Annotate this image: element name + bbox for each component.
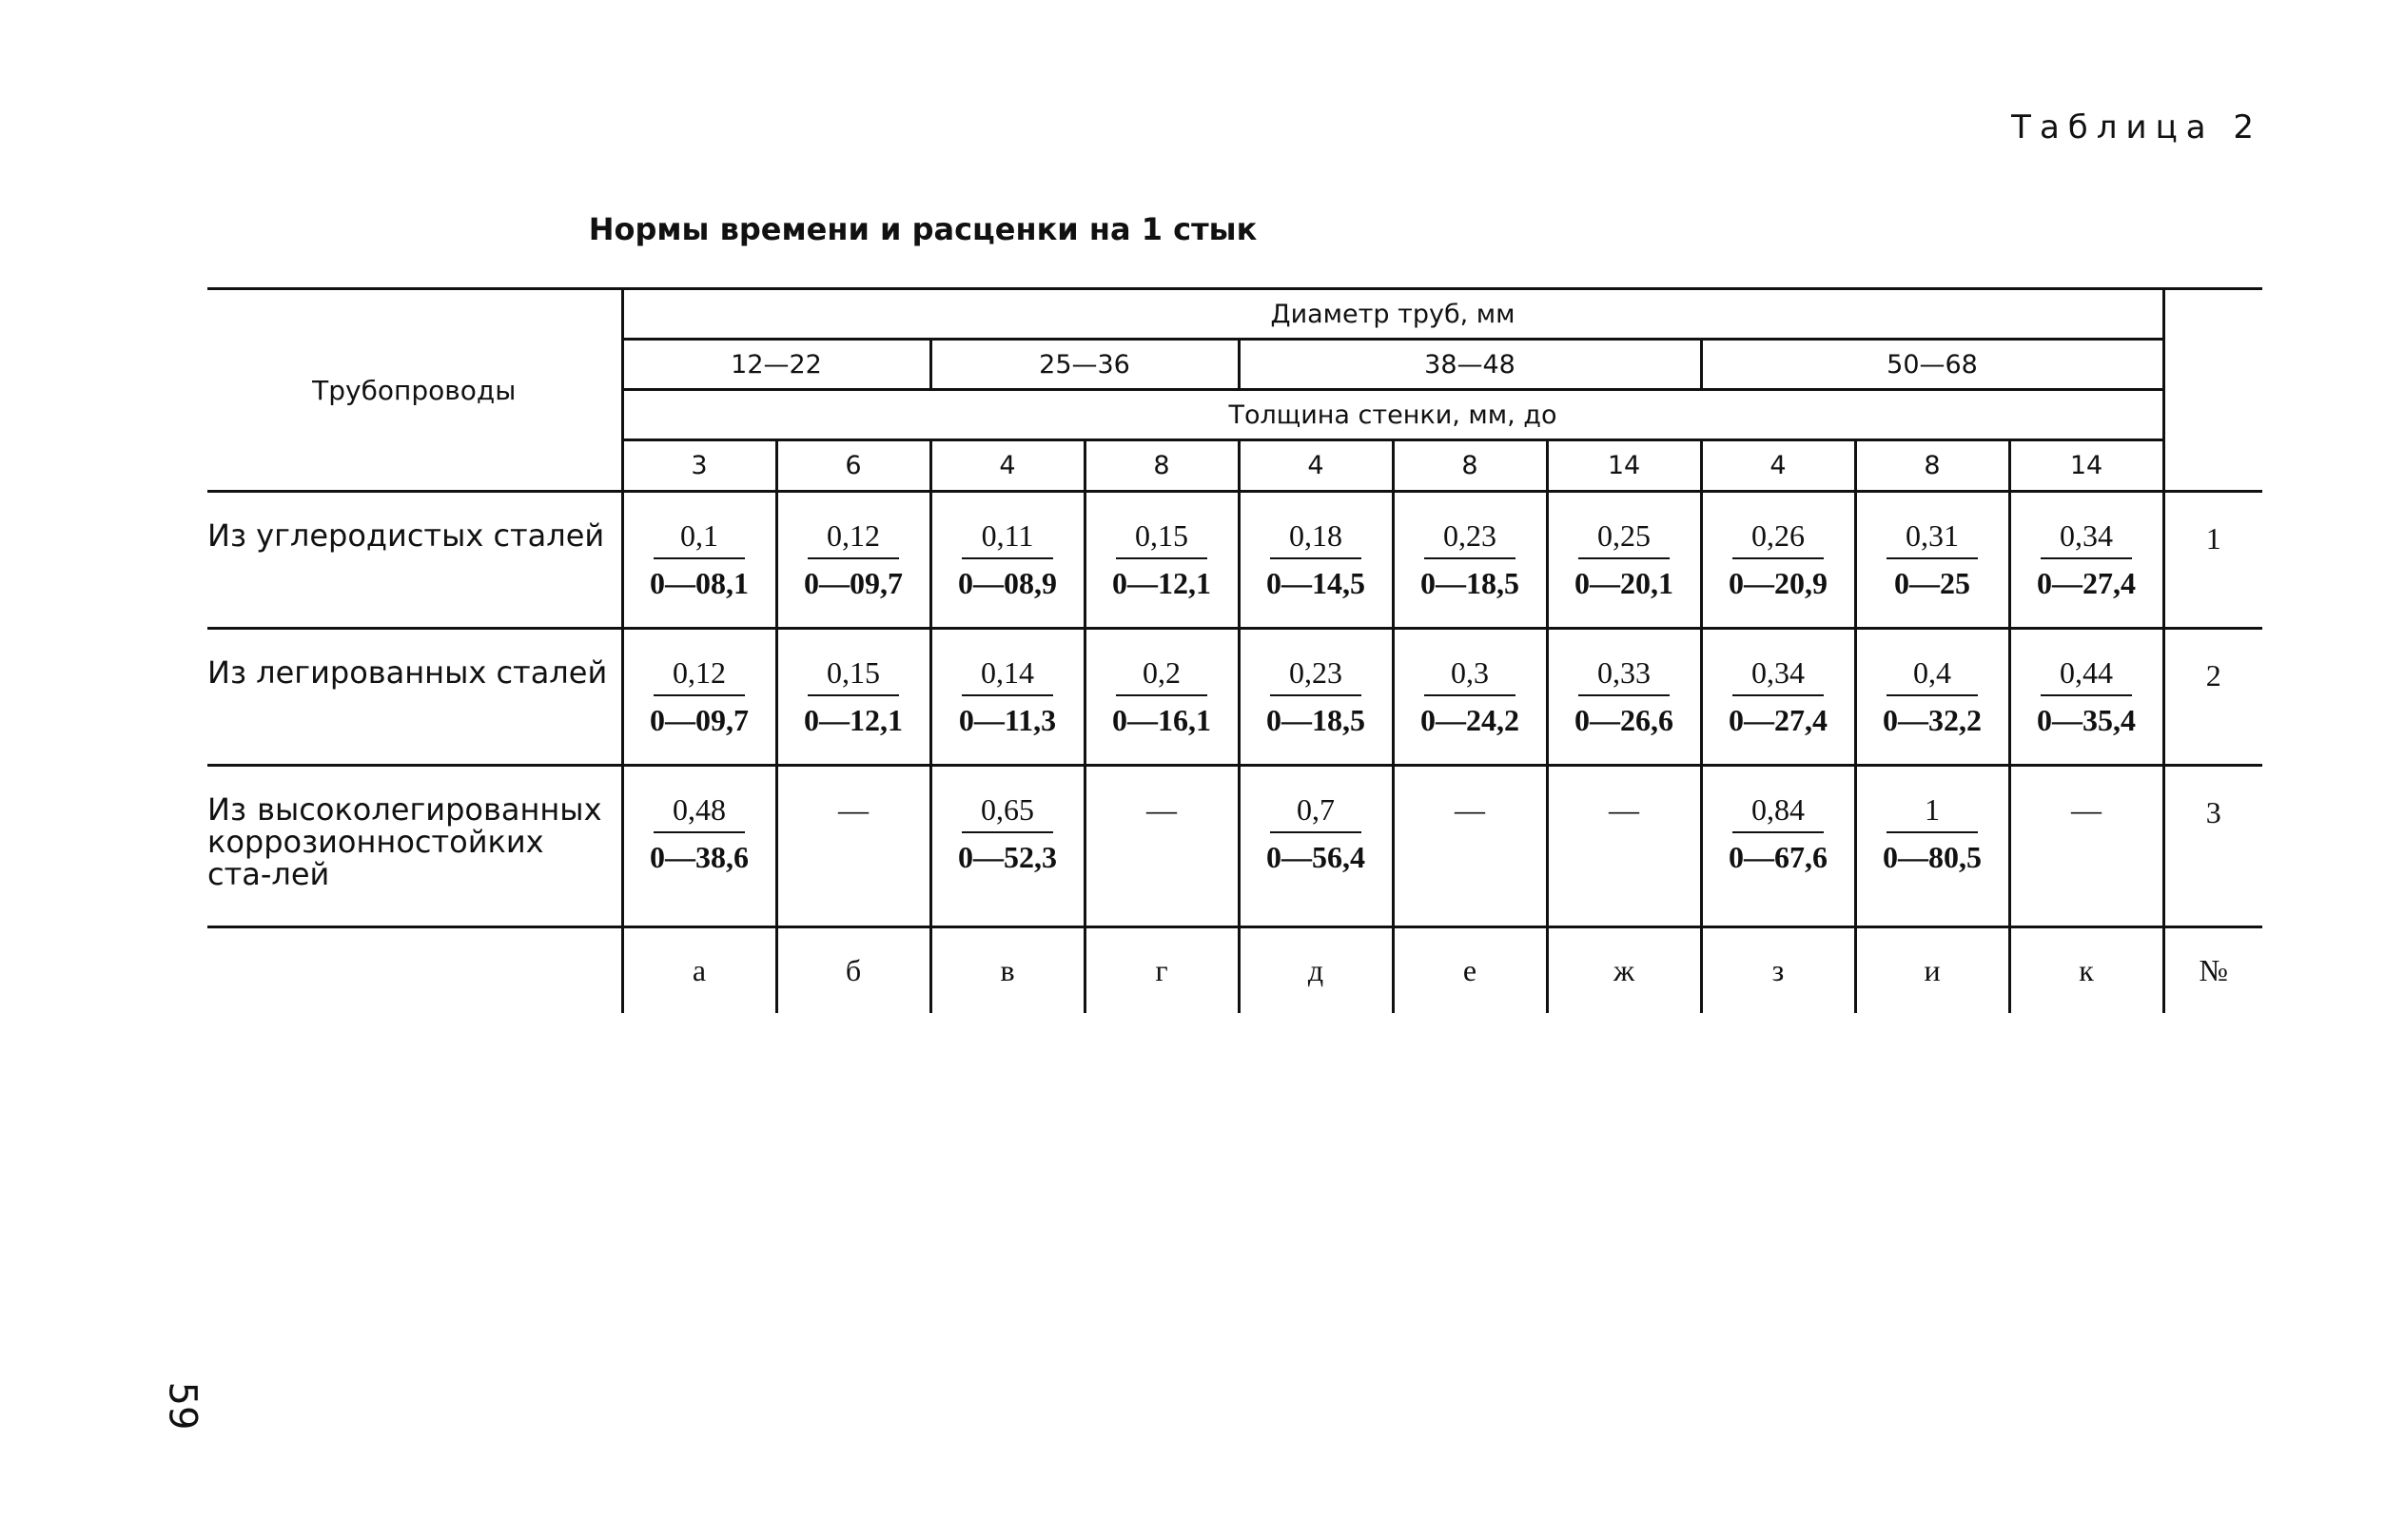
time-norm: 0,15 xyxy=(1116,519,1207,559)
thickness-cell: 8 xyxy=(1393,440,1547,492)
price-rate: 0—08,1 xyxy=(650,566,749,600)
time-norm: 0,33 xyxy=(1578,656,1670,696)
row-label: Из легированных сталей xyxy=(207,629,622,766)
row-number: 3 xyxy=(2163,766,2262,927)
row-number: 1 xyxy=(2163,492,2262,629)
thickness-cell: 4 xyxy=(1701,440,1855,492)
price-rate: 0—35,4 xyxy=(2037,703,2136,737)
time-norm: 0,84 xyxy=(1732,793,1824,833)
time-norm: 0,48 xyxy=(654,793,745,833)
diameter-group: 38—48 xyxy=(1239,340,1701,390)
price-rate: 0—25 xyxy=(1894,566,1970,600)
row-label: Из углеродистых сталей xyxy=(207,492,622,629)
price-rate: 0—12,1 xyxy=(1112,566,1211,600)
thickness-cell: 8 xyxy=(1085,440,1239,492)
time-norm: 0,34 xyxy=(1732,656,1824,696)
rate-cell xyxy=(930,492,1085,629)
price-rate: 0—26,6 xyxy=(1574,703,1673,737)
rate-cell xyxy=(1547,492,1701,629)
rate-cell xyxy=(2009,766,2163,927)
thickness-cell: 14 xyxy=(2009,440,2163,492)
thickness-cell: 3 xyxy=(622,440,776,492)
price-rate: 0—20,9 xyxy=(1729,566,1828,600)
price-rate: 0—09,7 xyxy=(650,703,749,737)
price-rate: 0—09,7 xyxy=(804,566,903,600)
price-rate: 0—18,5 xyxy=(1266,703,1365,737)
time-norm: 0,65 xyxy=(962,793,1053,833)
price-rate: 0—80,5 xyxy=(1883,840,1982,874)
rate-cell xyxy=(1085,766,1239,927)
column-letter: к xyxy=(2009,927,2163,1013)
column-letter: а xyxy=(622,927,776,1013)
rate-cell xyxy=(1239,766,1393,927)
rate-cell xyxy=(930,629,1085,766)
time-norm: 0,25 xyxy=(1578,519,1670,559)
thickness-cell: 14 xyxy=(1547,440,1701,492)
column-letter: и xyxy=(1855,927,2009,1013)
pipelines-header: Трубопроводы xyxy=(207,289,622,492)
time-norm: 0,18 xyxy=(1270,519,1361,559)
rate-cell xyxy=(1393,766,1547,927)
column-letter: в xyxy=(930,927,1085,1013)
rate-cell xyxy=(1855,629,2009,766)
column-letter: з xyxy=(1701,927,1855,1013)
empty-cell xyxy=(207,927,622,1013)
price-rate: 0—67,6 xyxy=(1729,840,1828,874)
rate-cell xyxy=(1239,629,1393,766)
time-norm: 0,1 xyxy=(654,519,745,559)
time-norm: 1 xyxy=(1887,793,1978,833)
rate-cell xyxy=(1855,492,2009,629)
price-rate: 0—38,6 xyxy=(650,840,749,874)
diameter-header: Диаметр труб, мм xyxy=(622,289,2163,340)
time-norm: 0,2 xyxy=(1116,656,1207,696)
number-sign: № xyxy=(2163,927,2262,1013)
rate-cell xyxy=(776,492,930,629)
rate-cell xyxy=(1701,629,1855,766)
thickness-cell: 6 xyxy=(776,440,930,492)
price-rate: 0—11,3 xyxy=(958,703,1057,737)
time-norm: 0,14 xyxy=(962,656,1053,696)
rate-cell xyxy=(2009,492,2163,629)
thickness-cell: 4 xyxy=(1239,440,1393,492)
empty-dash: — xyxy=(1609,792,1639,827)
price-rate: 0—08,9 xyxy=(958,566,1057,600)
page-number: 59 xyxy=(160,1381,205,1431)
rate-cell xyxy=(1085,629,1239,766)
diameter-group: 25—36 xyxy=(930,340,1239,390)
time-norm: 0,4 xyxy=(1887,656,1978,696)
price-rate: 0—32,2 xyxy=(1883,703,1982,737)
diameter-group: 50—68 xyxy=(1701,340,2163,390)
table-title: Нормы времени и расценки на 1 стык xyxy=(588,211,1258,247)
price-rate: 0—18,5 xyxy=(1420,566,1519,600)
column-letters-row xyxy=(207,927,2262,1013)
rate-cell xyxy=(622,492,776,629)
column-letter: г xyxy=(1085,927,1239,1013)
rate-cell xyxy=(930,766,1085,927)
price-rate: 0—20,1 xyxy=(1574,566,1673,600)
rate-cell xyxy=(1547,766,1701,927)
column-letter: ж xyxy=(1547,927,1701,1013)
time-norm: 0,3 xyxy=(1424,656,1515,696)
rate-cell xyxy=(776,629,930,766)
rate-cell xyxy=(1547,629,1701,766)
time-norm: 0,31 xyxy=(1887,519,1978,559)
price-rate: 0—12,1 xyxy=(804,703,903,737)
time-norm: 0,44 xyxy=(2041,656,2132,696)
rate-cell xyxy=(1085,492,1239,629)
rate-cell xyxy=(1393,492,1547,629)
wall-thickness-header: Толщина стенки, мм, до xyxy=(622,390,2163,440)
time-norm: 0,12 xyxy=(654,656,745,696)
rate-cell xyxy=(2009,629,2163,766)
price-rate: 0—56,4 xyxy=(1266,840,1365,874)
price-rate: 0—27,4 xyxy=(2037,566,2136,600)
rate-cell xyxy=(1393,629,1547,766)
rate-cell xyxy=(1239,492,1393,629)
price-rate: 0—52,3 xyxy=(958,840,1057,874)
price-rate: 0—14,5 xyxy=(1266,566,1365,600)
price-rate: 0—16,1 xyxy=(1112,703,1211,737)
diameter-group: 12—22 xyxy=(622,340,930,390)
table-row xyxy=(207,492,2262,629)
time-norm: 0,23 xyxy=(1424,519,1515,559)
column-letter: е xyxy=(1393,927,1547,1013)
time-norm: 0,7 xyxy=(1270,793,1361,833)
thickness-cell: 4 xyxy=(930,440,1085,492)
time-norm: 0,26 xyxy=(1732,519,1824,559)
rate-cell xyxy=(776,766,930,927)
rate-cell xyxy=(1701,766,1855,927)
row-number: 2 xyxy=(2163,629,2262,766)
empty-dash: — xyxy=(2071,792,2102,827)
time-norm: 0,11 xyxy=(962,519,1053,559)
column-letter: д xyxy=(1239,927,1393,1013)
time-norm: 0,34 xyxy=(2041,519,2132,559)
norms-table xyxy=(207,287,2262,1013)
column-letter: б xyxy=(776,927,930,1013)
table-label: Таблица 2 xyxy=(2011,108,2262,146)
time-norm: 0,23 xyxy=(1270,656,1361,696)
number-column-header xyxy=(2163,289,2262,492)
time-norm: 0,12 xyxy=(808,519,899,559)
time-norm: 0,15 xyxy=(808,656,899,696)
rate-cell xyxy=(1855,766,2009,927)
rate-cell xyxy=(622,629,776,766)
table-row xyxy=(207,766,2262,927)
price-rate: 0—24,2 xyxy=(1420,703,1519,737)
table-row xyxy=(207,629,2262,766)
price-rate: 0—27,4 xyxy=(1729,703,1828,737)
row-label: Из высоколегированных коррозионностойких ста-лей xyxy=(207,766,622,927)
empty-dash: — xyxy=(1455,792,1485,827)
empty-dash: — xyxy=(1146,792,1177,827)
empty-dash: — xyxy=(838,792,869,827)
rate-cell xyxy=(1701,492,1855,629)
thickness-cell: 8 xyxy=(1855,440,2009,492)
rate-cell xyxy=(622,766,776,927)
